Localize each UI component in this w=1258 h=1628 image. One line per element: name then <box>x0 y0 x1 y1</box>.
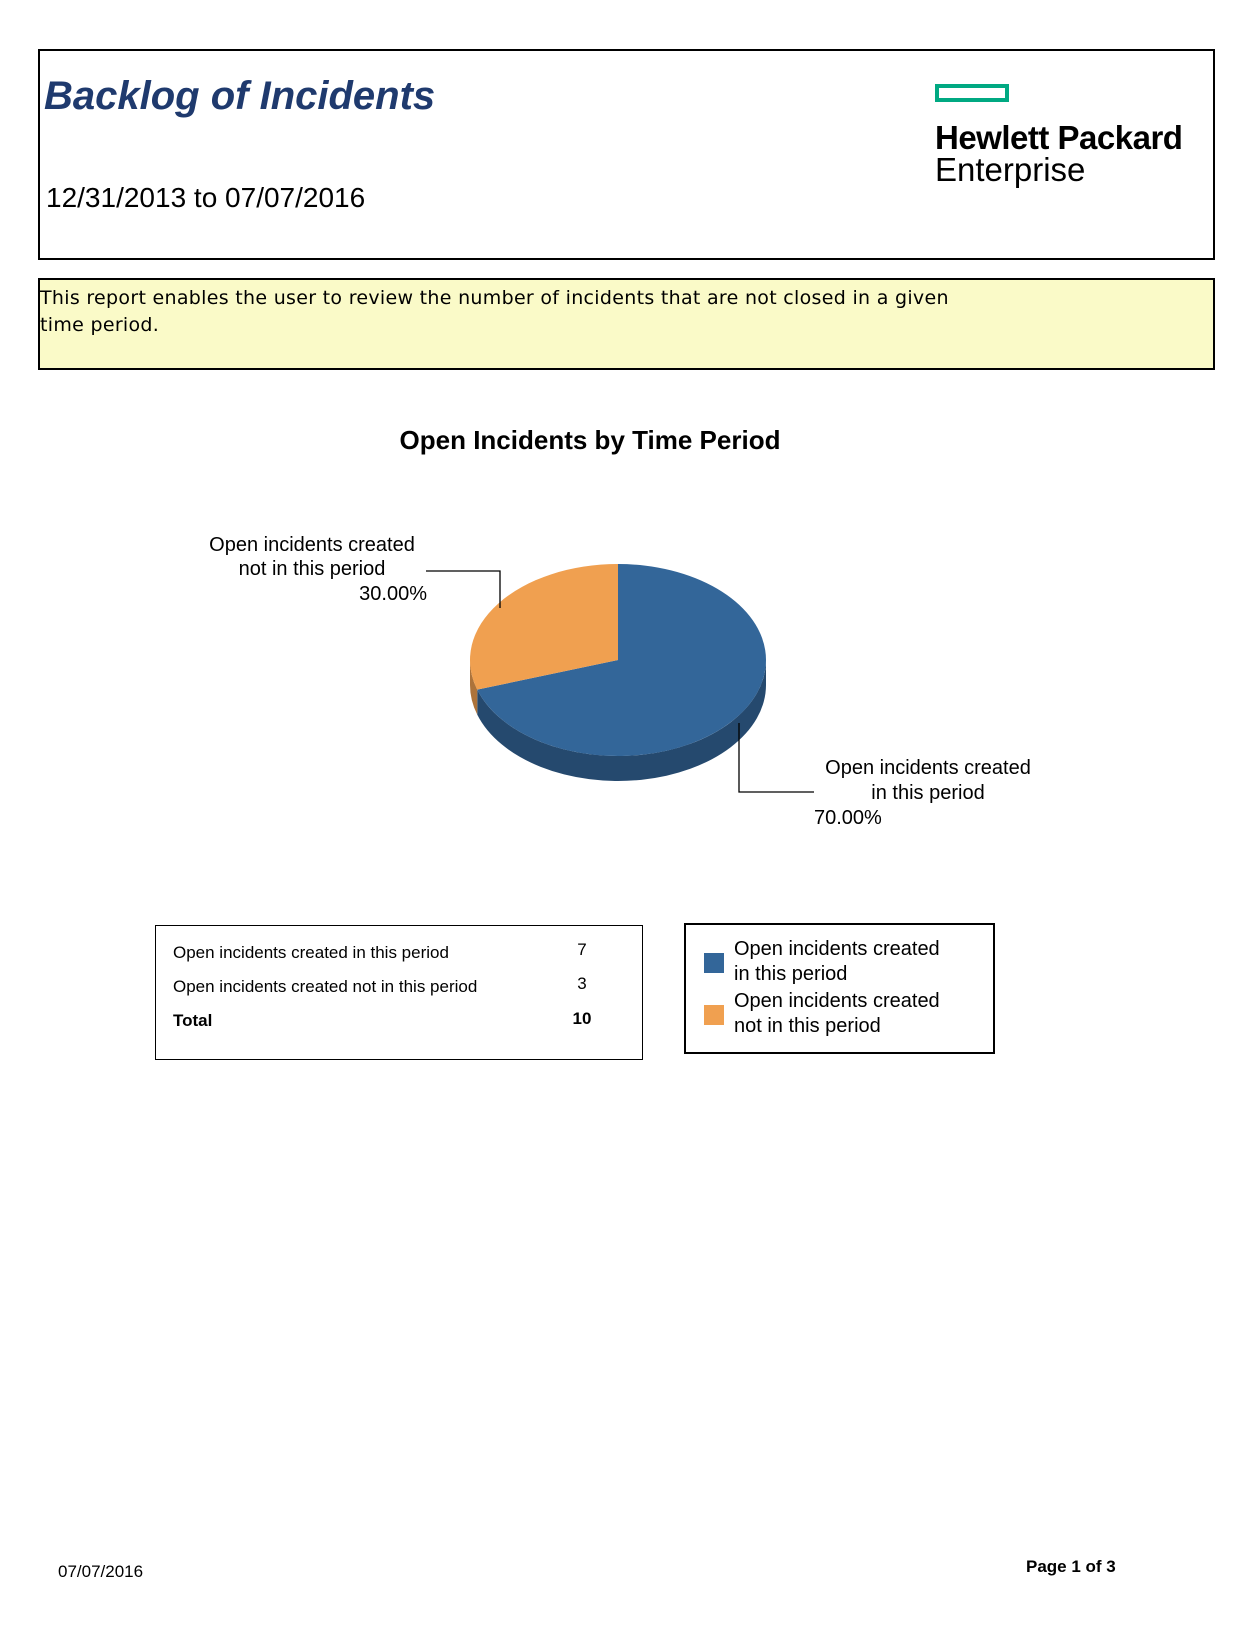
summary-total-value: 10 <box>572 1009 592 1028</box>
chart-legend <box>684 923 995 1054</box>
callout-label: in this period <box>871 782 985 804</box>
callout-percent: 30.00% <box>359 583 427 605</box>
footer-page-number: Page 1 of 3 <box>1026 1557 1116 1576</box>
summary-row-value: 7 <box>577 940 587 959</box>
summary-row-label: Open incidents created in this period <box>173 943 449 962</box>
pie-group <box>470 564 766 781</box>
callout-label: not in this period <box>238 558 386 580</box>
legend-label: Open incidents created not in this period <box>734 990 940 1037</box>
legend-swatch <box>704 953 724 973</box>
callout-leader-line <box>739 723 814 792</box>
report-description: This report enables the user to review the number of incidents that are not closed in a given time period. <box>40 287 949 336</box>
callout-label: Open incidents created <box>825 757 1031 779</box>
callout-label: Open incidents created <box>209 534 415 556</box>
report-title: Backlog of Incidents <box>44 74 436 118</box>
logo-text-line1: Hewlett Packard <box>935 119 1183 156</box>
footer-date: 07/07/2016 <box>58 1562 144 1581</box>
chart-title: Open Incidents by Time Period <box>399 425 781 455</box>
logo-text-line2: Enterprise <box>935 151 1086 188</box>
legend-label: Open incidents created in this period <box>734 938 940 985</box>
summary-row-value: 3 <box>577 974 587 993</box>
date-range: 12/31/2013 to 07/07/2016 <box>46 182 366 213</box>
callout-percent: 70.00% <box>814 807 882 829</box>
summary-table <box>155 925 643 1060</box>
legend-swatch <box>704 1005 724 1025</box>
callout-leader-line <box>426 571 500 608</box>
summary-row-label: Open incidents created not in this period <box>173 977 478 996</box>
summary-total-label: Total <box>173 1011 213 1030</box>
